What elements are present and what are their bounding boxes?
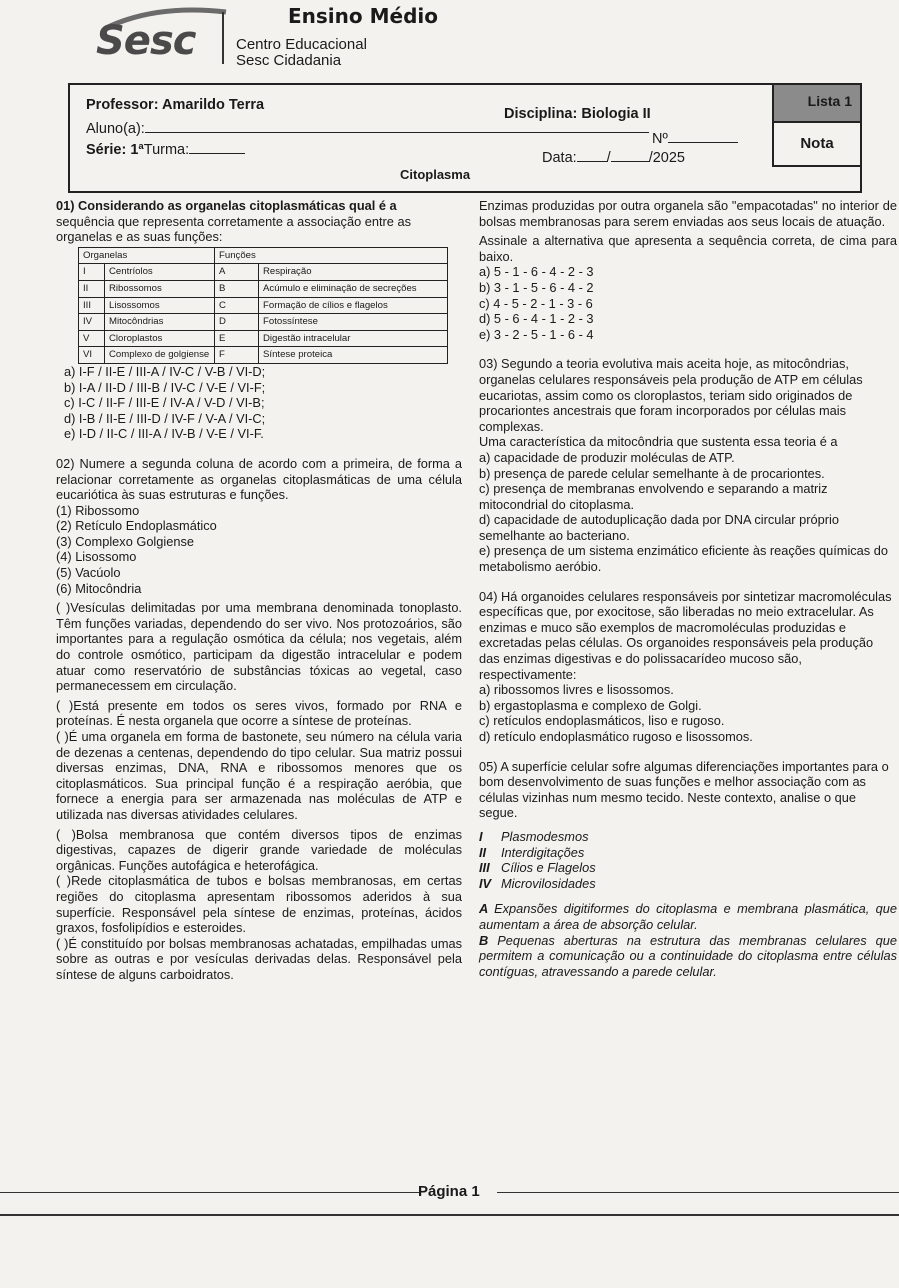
q2-item-3: (3) Complexo Golgiense: [56, 533, 194, 549]
q1-line3: organelas e as suas funções:: [56, 229, 223, 245]
q2-option-a[interactable]: a) 5 - 1 - 6 - 4 - 2 - 3: [479, 264, 594, 280]
page-number: Página 1: [418, 1183, 480, 1200]
q2-item-5: (5) Vacúolo: [56, 565, 121, 581]
table-row: [79, 314, 448, 331]
nota-label: Nota: [772, 123, 860, 167]
data-separator: /: [606, 150, 611, 166]
table-cell: B: [215, 280, 259, 297]
q1-option-c[interactable]: c) I-C / II-F / III-E / IV-A / V-D / VI-B;: [64, 395, 265, 411]
q5-item-1: I Plasmodesmos: [479, 828, 589, 844]
q2-continuation: Enzimas produzidas por outra organela são "empacotadas" no interior de bolsas membranosas para serem enviadas aos seus locais de atuação.: [479, 198, 897, 229]
q1-option-b[interactable]: b) I-A / II-D / III-B / IV-C / V-E / VI-F;: [64, 379, 266, 395]
right-column: [479, 198, 897, 979]
q4-text: 04) Há organoides celulares responsáveis por sintetizar macromoléculas específicas que, por exocitose, são liberadas no meio extracelular. As enzimas e muco são exemplos de macromoléculas produzidas e excretadas pelas células. Os organoides responsáveis pela produção das enzimas digestivas e do polissacarídeo mucoso são, respectivamente:: [479, 588, 892, 682]
table-cell: Mitocôndrias: [105, 314, 215, 331]
table-row: [79, 264, 448, 281]
q2-option-d[interactable]: d) 5 - 6 - 4 - 1 - 2 - 3: [479, 311, 594, 327]
q2-item-6: (6) Mitocôndria: [56, 580, 142, 596]
turma-blank[interactable]: [189, 140, 245, 154]
numero-blank[interactable]: [668, 129, 738, 143]
table-header-organelas: Organelas: [79, 247, 215, 264]
q2-option-b[interactable]: b) 3 - 1 - 5 - 6 - 4 - 2: [479, 279, 594, 295]
q2-instruction: Assinale a alternativa que apresenta a sequência correta, de cima para baixo.: [479, 233, 897, 264]
table-cell: Centríolos: [105, 264, 215, 281]
q2-statement-5[interactable]: ( )Rede citoplasmática de tubos e bolsas membranosas, em certas regiões do citoplasma apresentam ribossomos aderidos à sua superfície. Responsável pela síntese de enzimas, proteínas, ácidos graxos, fosfolipídios e esteroides.: [56, 873, 462, 936]
table-cell: Cloroplastos: [105, 330, 215, 347]
table-cell: Ribossomos: [105, 280, 215, 297]
table-cell: I: [79, 264, 105, 281]
q3-option-b[interactable]: b) presença de parede celular semelhante à de procariontes.: [479, 465, 825, 481]
table-cell: Acúmulo e eliminação de secreções: [259, 280, 448, 297]
q4-option-a[interactable]: a) ribossomos livres e lisossomos.: [479, 682, 674, 698]
aluno-label: Aluno(a):: [86, 121, 145, 137]
q5-item-2: II Interdigitações: [479, 844, 585, 860]
q2-option-e[interactable]: e) 3 - 2 - 5 - 1 - 6 - 4: [479, 326, 594, 342]
footer-line: [0, 1192, 420, 1193]
lista-label: Lista 1: [772, 85, 860, 123]
q5-item-4: IV Microvilosidades: [479, 875, 596, 891]
table-cell: IV: [79, 314, 105, 331]
q1-line1: 01) Considerando as organelas citoplasmáticas qual é a: [56, 198, 397, 213]
q1-option-a[interactable]: a) I-F / II-E / III-A / IV-C / V-B / VI-D;: [64, 363, 266, 379]
table-cell: Respiração: [259, 264, 448, 281]
table-cell: A: [215, 264, 259, 281]
q1-option-d[interactable]: d) I-B / II-E / III-D / IV-F / V-A / VI-C;: [64, 410, 266, 426]
q2-statement-4[interactable]: ( )Bolsa membranosa que contém diversos tipos de enzimas digestivas, capazes de digerir grande variedade de moléculas orgânicas. Funções autofágica e heterofágica.: [56, 826, 462, 873]
table-cell: Complexo de golgiense: [105, 347, 215, 364]
data-month-blank[interactable]: [611, 148, 649, 162]
logo-text: Sesc: [96, 18, 196, 64]
table-cell: Digestão intracelular: [259, 330, 448, 347]
school-name-line2: Sesc Cidadania: [236, 52, 342, 69]
q3-option-c[interactable]: c) presença de membranas envolvendo e separando a matriz mitocondrial do citoplasma.: [479, 481, 828, 512]
table-header-row: [79, 247, 448, 264]
q3-question: Uma característica da mitocôndria que sustenta essa teoria é a: [479, 434, 838, 450]
left-column: [56, 198, 462, 983]
q3-option-a[interactable]: a) capacidade de produzir moléculas de ATP.: [479, 449, 735, 465]
table-cell: E: [215, 330, 259, 347]
table-row: [79, 297, 448, 314]
q2-statement-3[interactable]: ( )É uma organela em forma de bastonete, seu número na célula varia de dezenas a centenas, dependendo do tipo celular. Sua matriz possui diversas enzimas, DNA, RNA e ribossomos menores que os citoplasmáticos. Sua principal função é a respiração aeróbia, que fornece a energia para ser armazenada nas moléculas de ATP e utilizada nas diversas atividades celulares.: [56, 729, 462, 822]
q3-text: 03) Segundo a teoria evolutiva mais aceita hoje, as mitocôndrias, organelas celulares responsáveis pela produção de ATP em células eucariotas, assim como os cloroplastos, teriam sido originados de procariontes ancestrais que foram incorporados por células mais complexas.: [479, 356, 863, 434]
table-header-funcoes: Funções: [215, 247, 448, 264]
q2-statement-2[interactable]: ( )Está presente em todos os seres vivos, formado por RNA e proteínas. É nesta organela que ocorre a síntese de proteínas.: [56, 697, 462, 729]
table-cell: F: [215, 347, 259, 364]
table-row: [79, 330, 448, 347]
table-cell: C: [215, 297, 259, 314]
q2-intro: 02) Numere a segunda coluna de acordo com a primeira, de forma a relacionar corretamente as organelas citoplasmáticas de uma célula eucariótica às suas estruturas e funções.: [56, 455, 462, 503]
q5-definition-a: A Expansões digitiformes do citoplasma e membrana plasmática, que aumentam a área de absorção celular.: [479, 901, 897, 932]
aluno-field[interactable]: [86, 119, 649, 137]
logo-divider: [222, 12, 224, 64]
table-cell: Formação de cílios e flagelos: [259, 297, 448, 314]
data-year: /2025: [648, 150, 685, 166]
q2-item-4: (4) Lisossomo: [56, 549, 137, 565]
q4-option-d[interactable]: d) retículo endoplasmático rugoso e lisossomos.: [479, 729, 753, 744]
serie-turma-field[interactable]: [86, 140, 245, 158]
numero-field[interactable]: [652, 129, 738, 147]
footer-line: [497, 1192, 899, 1193]
aluno-blank[interactable]: [145, 119, 649, 133]
school-level: Ensino Médio: [288, 4, 438, 28]
professor-label: Professor: Amarildo Terra: [86, 97, 265, 113]
q2-statement-6[interactable]: ( )É constituído por bolsas membranosas achatadas, empilhadas umas sobre as outras e por vesículas derivadas delas. Responsável pela síntese de alguns carboidratos.: [56, 935, 462, 982]
school-name-line1: Centro Educacional: [236, 36, 367, 53]
q3-option-d[interactable]: d) capacidade de autoduplicação dada por DNA circular próprio semelhante ao bacteriano.: [479, 512, 839, 543]
table-cell: Fotossíntese: [259, 314, 448, 331]
organelles-table: [78, 247, 448, 364]
topic-title: Citoplasma: [400, 167, 471, 182]
q1-option-e[interactable]: e) I-D / II-C / III-A / IV-B / V-E / VI-F.: [64, 426, 264, 442]
table-cell: V: [79, 330, 105, 347]
sesc-logo: [96, 4, 236, 66]
table-cell: III: [79, 297, 105, 314]
table-cell: D: [215, 314, 259, 331]
q1-options: [64, 364, 462, 442]
q3-option-e[interactable]: e) presença de um sistema enzimático eficiente às reações químicas do metabolismo aeróbio.: [479, 543, 888, 575]
table-cell: Síntese proteica: [259, 347, 448, 364]
q2-option-c[interactable]: c) 4 - 5 - 2 - 1 - 3 - 6: [479, 295, 593, 311]
turma-label: Turma:: [143, 142, 190, 158]
numero-label: Nº: [652, 131, 668, 147]
serie-label: Série: 1ª: [86, 142, 144, 158]
table-cell: II: [79, 280, 105, 297]
table-row: [79, 347, 448, 364]
q1-line2: sequência que representa corretamente a associação entre as: [56, 213, 411, 229]
header-box: [68, 83, 862, 193]
q5-definition-b: B Pequenas aberturas na estrutura das membranas celulares que permitem a comunicação ou a continuidade do citoplasma entre células contíguas, atravessando a parede celular.: [479, 932, 897, 979]
q5-item-3: III Cílios e Flagelos: [479, 860, 596, 876]
data-field[interactable]: [542, 148, 685, 166]
q2-item-2: (2) Retículo Endoplasmático: [56, 518, 217, 534]
q2-item-1: (1) Ribossomo: [56, 502, 140, 518]
table-cell: Lisossomos: [105, 297, 215, 314]
q4-option-b[interactable]: b) ergastoplasma e complexo de Golgi.: [479, 697, 702, 713]
footer-bottom-line: [0, 1214, 899, 1216]
q4-option-c[interactable]: c) retículos endoplasmáticos, liso e rugoso.: [479, 713, 725, 729]
q2-statement-1[interactable]: ( )Vesículas delimitadas por uma membrana denominada tonoplasto. Têm funções variadas, dependendo do ser vivo. Nos protozoários, são importantes para a regulação osmótica da célula; nos vegetais, além do controle osmótico, participam da digestão intracelular e podem atuar como reservatório de substâncias tóxicas ao vegetal, caso permanecessem em circulação.: [56, 600, 462, 694]
table-row: [79, 280, 448, 297]
q5-text: 05) A superfície celular sofre algumas diferenciações importantes para o bom desenvolvimento de suas funções e melhor associação com as células vizinhas num mesmo tecido. Neste contexto, analise o que segue.: [479, 758, 889, 821]
disciplina-label: Disciplina: Biologia II: [504, 106, 651, 122]
data-label: Data:: [542, 150, 577, 166]
data-day-blank[interactable]: [577, 148, 607, 162]
table-cell: VI: [79, 347, 105, 364]
